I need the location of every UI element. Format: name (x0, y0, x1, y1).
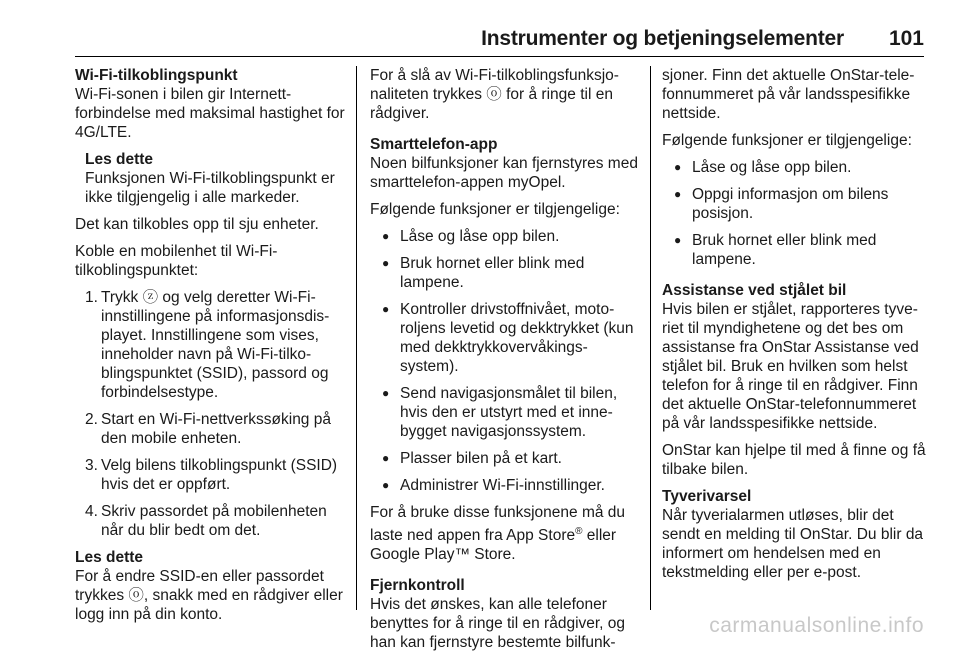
note-title: Les dette (75, 549, 144, 566)
app-functions-list (370, 227, 638, 495)
available-functions-text: Følgende funksjoner er tilgjengelige: (662, 132, 912, 149)
recovery-text: OnStar kan hjelpe til med å finne og få tilbake bilen. (662, 442, 926, 478)
column-2 (370, 66, 638, 660)
step-number: 4. (85, 503, 98, 520)
list-item: ● Kontroller drivstoffnivået, motoroljens levetid og dekktrykket (kun med dekktrykkovervåkingssystem). (370, 300, 638, 376)
list-item: ● Låse og låse opp bilen. (662, 158, 927, 177)
step-number: 1. (85, 289, 98, 306)
stolen-vehicle-text: Hvis bilen er stjålet, rapporteres tyveriet til myndighetene og det bes om assistanse fra OnStar Assistanse ved stjålet bil. Bruk en hvilken som helst telefon for å ringe til en rådgiver. Finn det aktuelle OnStar-telefonnummeret på vår landsspesifikke nettside. (662, 301, 919, 432)
note-box-2 (75, 548, 345, 624)
app-download-text (370, 503, 638, 564)
theft-alert-text: Når tyverialarmen utløses, blir det sendt en melding til OnStar. Du blir da informert om hendelsen med en tekstmelding eller per e-post. (662, 507, 924, 581)
page-number: 101 (888, 27, 924, 50)
step-number: 2. (85, 411, 98, 428)
heading-remote-control: Fjernkontroll (370, 577, 465, 595)
list-item: ● Bruk hornet eller blink med lampene. (662, 231, 927, 269)
wifi-intro: Wi-Fi-sonen i bilen gir Internett-forbindelse med maksimal hastighet for 4G/LTE. (75, 86, 345, 141)
column-divider-1 (356, 66, 357, 610)
registered-mark: ® (575, 526, 583, 537)
device-limit-text: Det kan tilkobles opp til sju enheter. (75, 216, 319, 233)
heading-wifi-hotspot: Wi-Fi-tilkoblingspunkt (75, 67, 238, 84)
column-3 (662, 66, 927, 590)
step-text: Skriv passordet på mobilenheten når du blir bedt om det. (101, 503, 327, 539)
note-title: Les dette (85, 151, 154, 168)
app-download-text-a: For å bruke disse funksjonene må du laste ned appen fra App Store (370, 504, 626, 545)
smartphone-app-text: Noen bilfunksjoner kan fjernstyres med smarttelefon-appen myOpel. (370, 155, 638, 191)
remote-continued-text: sjoner. Finn det aktuelle OnStar-telefonnummeret på vår landsspesifikke nettside. (662, 67, 915, 122)
step-text: Trykk ⓩ og velg deretter Wi-Fi-innstillingene på informasjonsdisplayet. Innstillingene som vises, inneholder navn på Wi-Fi-tilkoblingspunktet (SSID), passord og forbindelsestype. (101, 289, 330, 401)
available-functions-text: Følgende funksjoner er tilgjengelige: (370, 201, 620, 218)
step-item (75, 502, 345, 540)
list-item: ● Bruk hornet eller blink med lampene. (370, 254, 638, 292)
connect-instruction: Koble en mobilenhet til Wi-Fi-tilkoblingspunktet: (75, 243, 278, 279)
column-1 (75, 66, 345, 632)
step-item (75, 410, 345, 448)
heading-theft-alert: Tyverivarsel (662, 488, 752, 505)
step-text: Velg bilens tilkoblingspunkt (SSID) hvis det er oppført. (101, 457, 338, 493)
watermark: carmanualsonline.info (709, 614, 924, 637)
note-text: For å endre SSID-en eller passordet trykkes ⓞ, snakk med en rådgiver eller logg inn på din konto. (75, 568, 343, 623)
list-item: ● Oppgi informasjon om bilens posisjon. (662, 185, 927, 223)
step-item (75, 456, 345, 494)
remote-functions-list (662, 158, 927, 269)
step-item (75, 288, 345, 402)
note-box-1 (85, 150, 345, 207)
header-rule (75, 56, 924, 57)
list-item: ● Send navigasjonsmålet til bilen, hvis den er utstyrt med et innebygget navigasjonssystem. (370, 384, 638, 441)
heading-stolen-vehicle: Assistanse ved stjålet bil (662, 282, 847, 299)
list-item: ● Plasser bilen på et kart. (370, 449, 638, 468)
page-title: Instrumenter og betjeningselementer (481, 27, 844, 50)
heading-smartphone-app: Smarttelefon-app (370, 136, 498, 153)
remote-control-text: Hvis det ønskes, kan alle telefoner benyttes for å ringe til en rådgiver, og han kan fjernstyre bestemte bilfunk- (370, 596, 626, 652)
note-text: Funksjonen Wi-Fi-tilkoblingspunkt er ikke tilgjengelig i alle markeder. (85, 170, 335, 206)
app-download-text-b: eller Google Play™ Store. (370, 527, 617, 564)
column-divider-2 (650, 66, 651, 610)
steps-list (75, 288, 345, 540)
wifi-disable-text: For å slå av Wi-Fi-tilkoblingsfunksjonaliteten trykkes ⓞ for å ringe til en rådgiver. (370, 67, 619, 122)
list-item: ● Administrer Wi-Fi-innstillinger. (370, 476, 638, 495)
step-text: Start en Wi-Fi-nettverkssøking på den mobile enheten. (101, 411, 331, 447)
list-item: ● Låse og låse opp bilen. (370, 227, 638, 246)
step-number: 3. (85, 457, 98, 474)
